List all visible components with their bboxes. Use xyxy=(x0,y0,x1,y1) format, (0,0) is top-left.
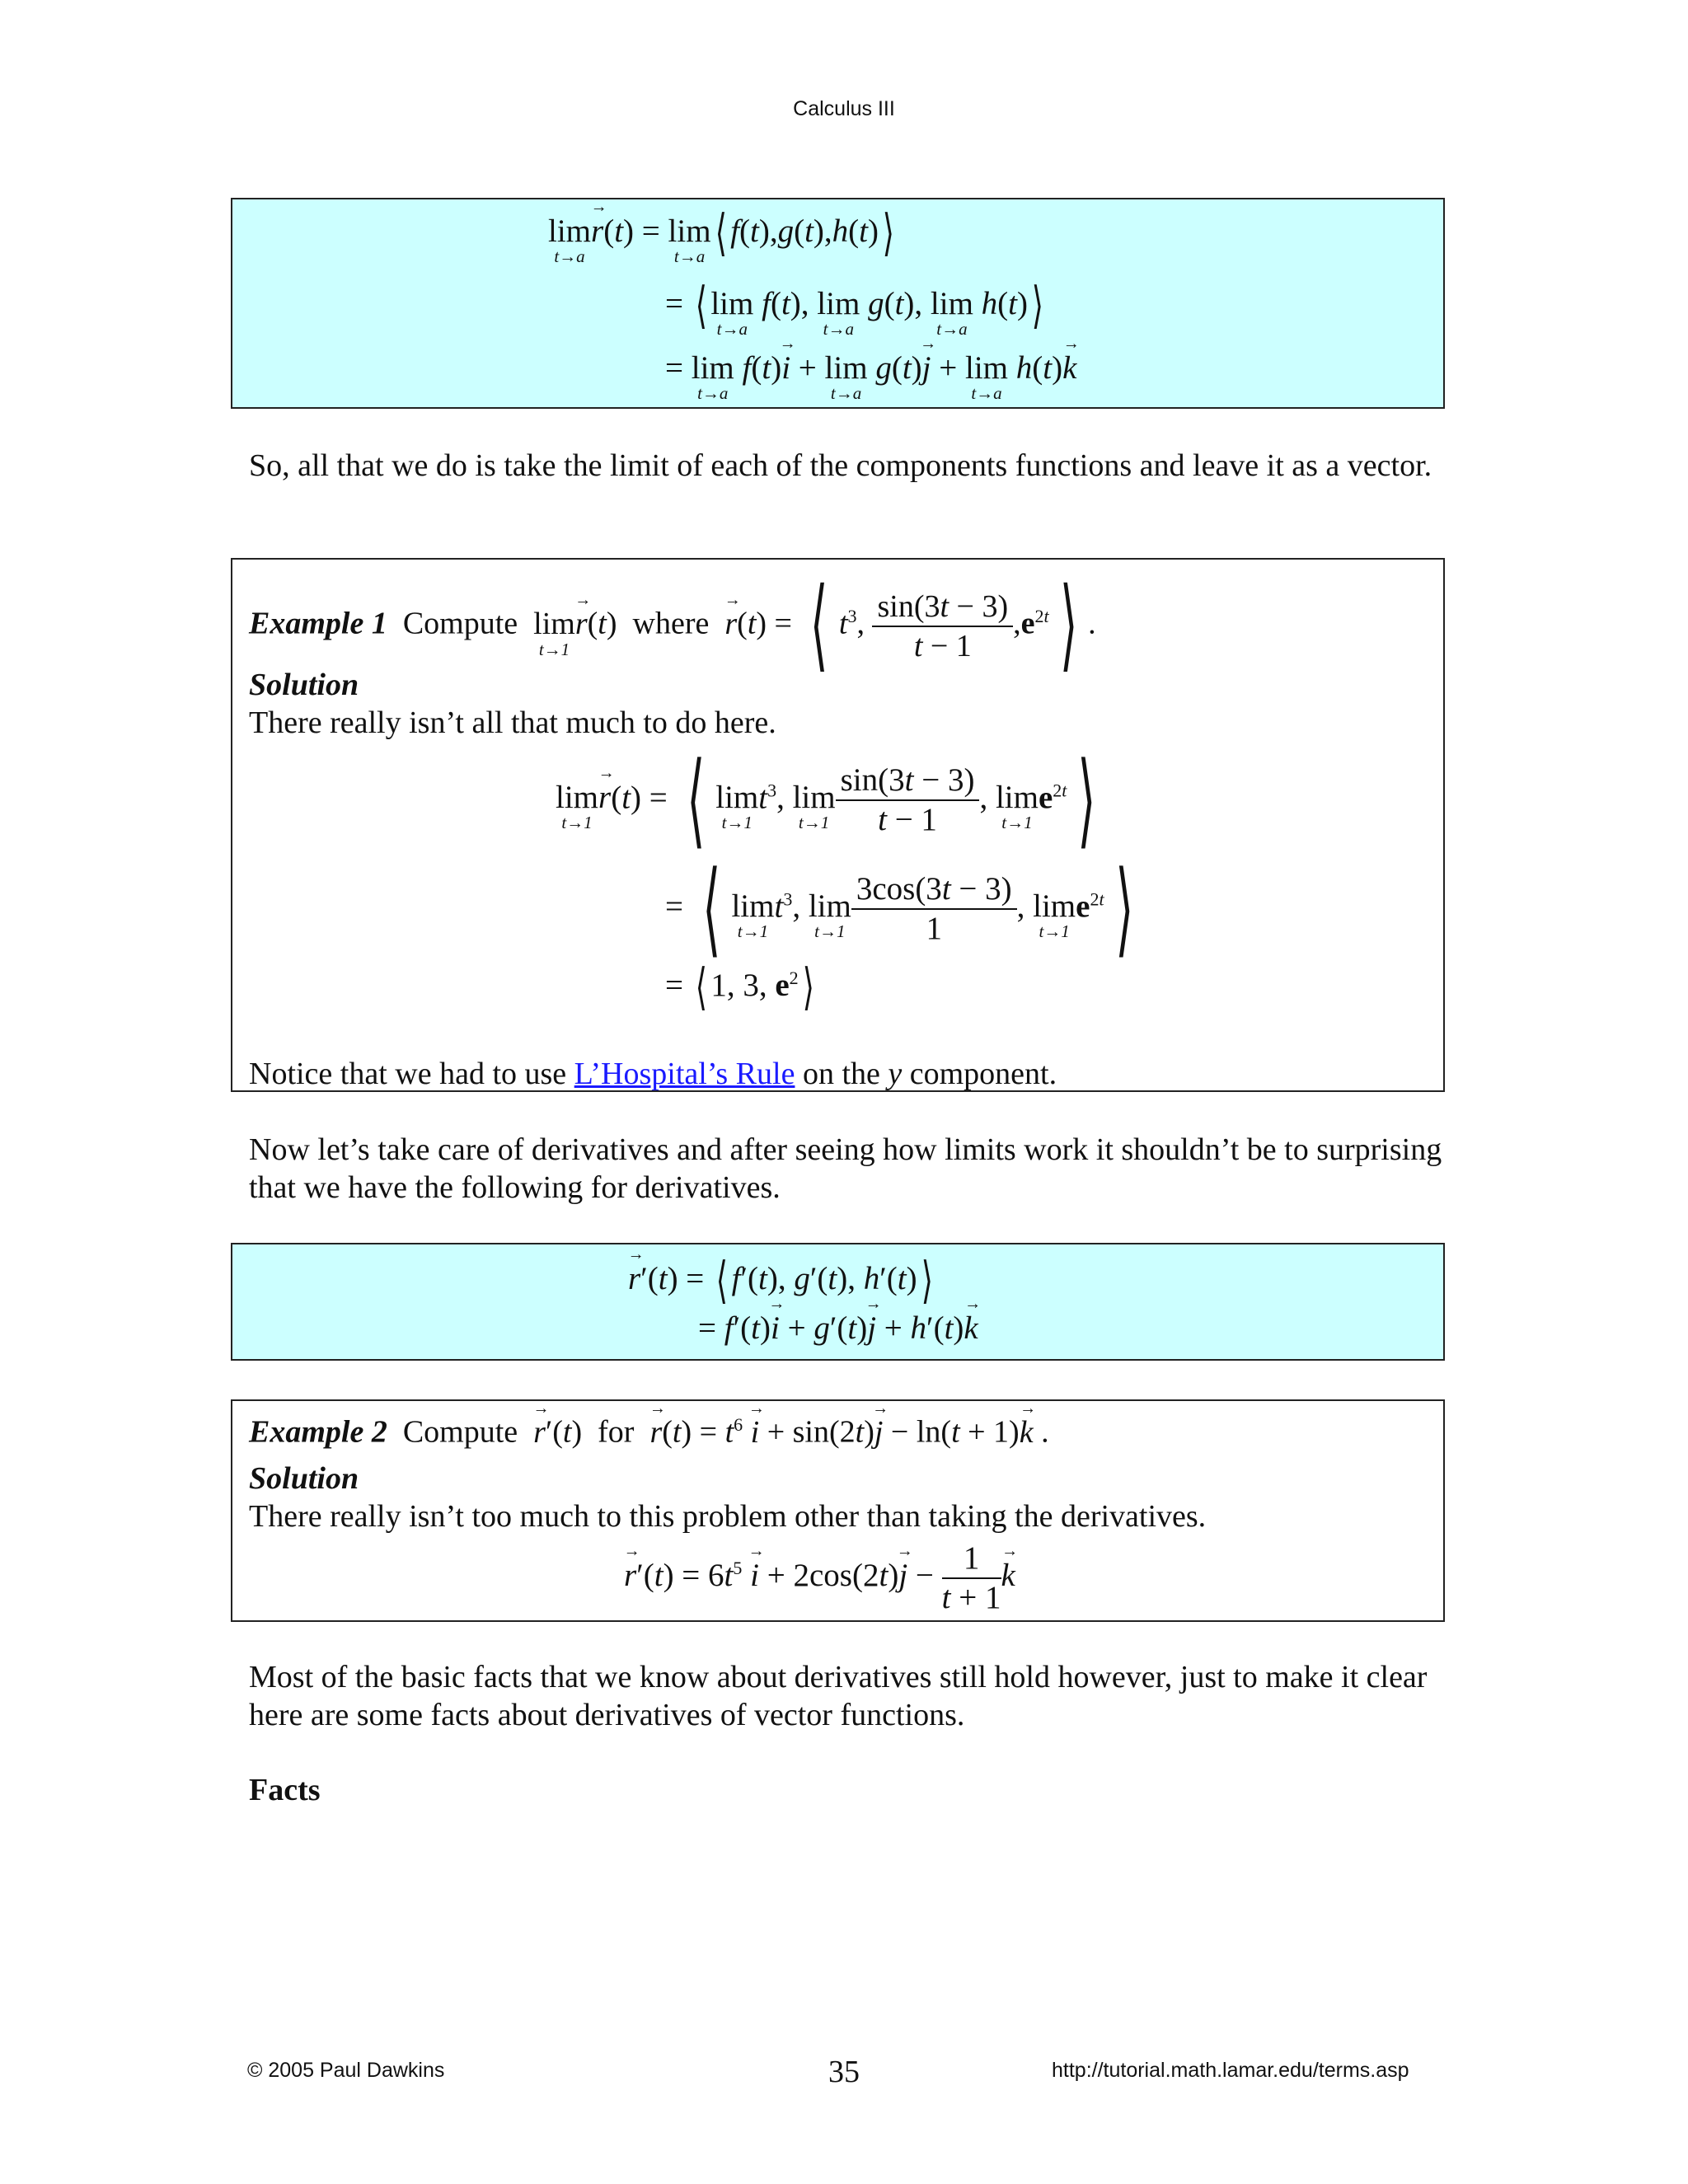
example-2-solution-heading: Solution xyxy=(249,1461,359,1496)
derivative-formula-line-2: = f′(t)→ i + g′(t)→ j + h′(t)→ k xyxy=(698,1312,978,1344)
facts-heading: Facts xyxy=(249,1773,321,1807)
example-2-box xyxy=(231,1399,1445,1622)
example-1-notice xyxy=(249,1056,1057,1092)
example-1-box xyxy=(231,558,1445,1092)
example-2-statement: Example 2 Compute → r′(t) for → $r(t) = t^6 \to i + \sin(2t)\to j - \ln(t + 1)\to k$ . xyxy=(249,1416,1049,1448)
notice-variable: y xyxy=(888,1057,903,1091)
paragraph-components: So, all that we do is take the limit of each of the components functions and leave it as a vector. xyxy=(249,448,1432,483)
example-2-compute: Compute xyxy=(402,1414,518,1450)
page-header: Calculus III xyxy=(793,97,895,120)
limit-formula-line-2: = ⟨ lim t→a f(t), lim t→a g(t), lim t→a h(t)⟩ xyxy=(665,279,1043,340)
example-1-label: Example 1 xyxy=(249,606,387,641)
page-number: 35 xyxy=(828,2055,860,2089)
example-2-for: for xyxy=(598,1414,635,1450)
example-1-step-1: lim t→1 → r(t) = ⟨ lim t→1 $t^3$, lim t→1 $\frac{\sin(3t - 3)}{t - 1}$ , lim t→1 $e^{2t}$ ⟩ xyxy=(556,749,1107,852)
example-2-intro: There really isn’t too much to this problem other than taking the derivatives. xyxy=(249,1499,1207,1534)
limit-formula-line-1: lim t→a → r(t) = lim t→a ⟨ f(t),g(t),h(t)⟩ xyxy=(548,209,898,259)
lhospital-rule-link[interactable]: L’Hospital’s Rule xyxy=(574,1057,795,1091)
example-2-label: Example 2 xyxy=(249,1414,387,1450)
example-1-step-2: = ⟨ lim t→1 $t^3$, lim t→1 $\frac{3\cos(3t - 3)}{1}$ , lim t→1 $e^{2t}$ ⟩ xyxy=(665,852,1133,966)
footer-copyright: © 2005 Paul Dawkins xyxy=(247,2059,445,2082)
notice-text-post: on the xyxy=(802,1057,880,1091)
example-2-result: → $r'(t) = 6t^5 \to i + 2\cos(2t)\to j$ − $\frac{1}{t + 1}$ → k xyxy=(624,1540,1015,1617)
notice-text-end: component. xyxy=(909,1057,1057,1091)
example-1-statement: Example 1 Compute lim t→1 → r(t) where → r(t) = ⟨ $t^3$, $\frac{\sin(3t - 3)}{t - 1}$ $,e^{2t}$ ⟩ . xyxy=(249,576,1096,677)
limit-formula-box xyxy=(231,198,1445,409)
example-1-intro: There really isn’t all that much to do here. xyxy=(249,705,776,740)
derivative-formula-line-1: → r′(t) = ⟨ f′(t), g′(t), h′(t)⟩ xyxy=(628,1257,936,1306)
example-1-result: = ⟨ 1, 3, $e^2⟩$ xyxy=(665,960,814,1015)
footer-url: http://tutorial.math.lamar.edu/terms.asp xyxy=(1052,2059,1409,2082)
example-1-solution-heading: Solution xyxy=(249,668,359,702)
notice-text-pre: Notice that we had to use xyxy=(249,1057,567,1091)
example-1-compute: Compute xyxy=(402,606,518,641)
example-1-where: where xyxy=(632,606,710,641)
paragraph-derivatives-intro: Now let’s take care of derivatives and after seeing how limits work it shouldn’t be to surprising that we have the following for derivatives. xyxy=(249,1132,1442,1205)
limit-formula-line-3: = lim t→a f(t)→ i + lim t→a g(t)→ j + lim t→a h(t)→ k xyxy=(665,352,1076,384)
derivative-formula-box xyxy=(231,1243,1445,1361)
paragraph-derivative-facts: Most of the basic facts that we know about derivatives still hold however, just to make it clear here are some facts about derivatives of vector functions. xyxy=(249,1660,1428,1732)
